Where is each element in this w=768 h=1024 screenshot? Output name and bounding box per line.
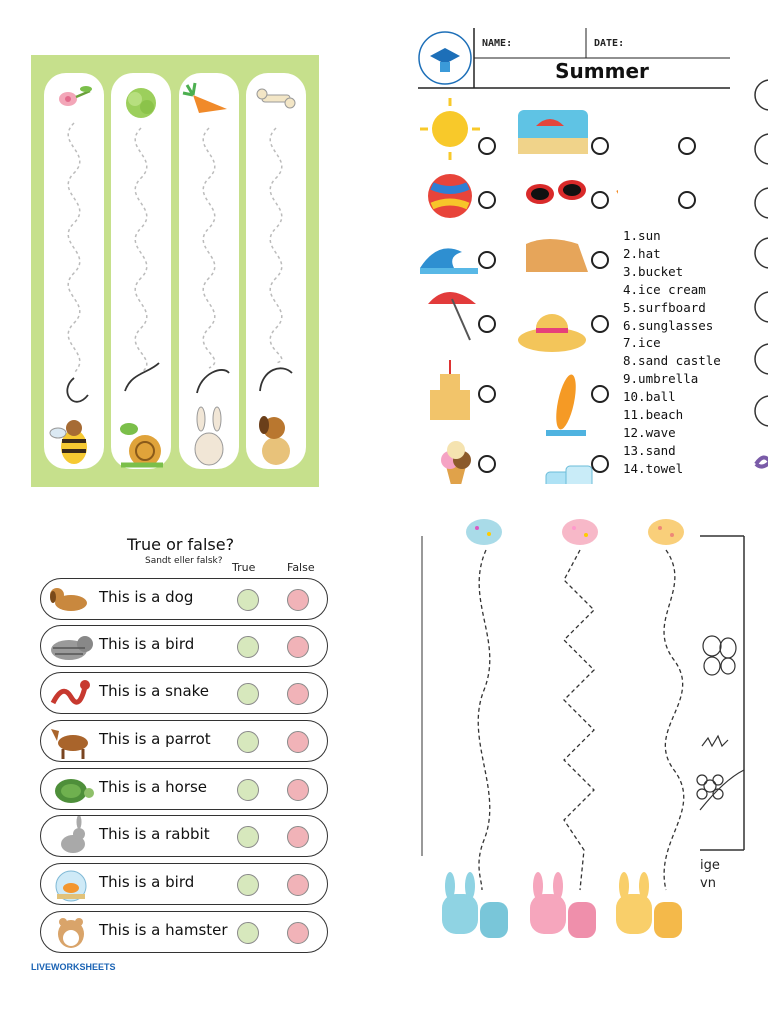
rabbit-icon <box>45 816 97 856</box>
answer-circle-umbrella[interactable] <box>478 315 496 333</box>
false-button[interactable] <box>287 589 309 611</box>
egg-icon <box>648 519 684 545</box>
answer-circle-ball[interactable] <box>478 191 496 209</box>
bee-icon <box>50 420 87 464</box>
horse-icon <box>45 721 97 761</box>
tracing-path-4 <box>270 128 282 363</box>
false-button[interactable] <box>287 779 309 801</box>
worksheet-subtitle: Sandt eller falsk? <box>145 556 223 566</box>
answer-circle-sand[interactable] <box>591 251 609 269</box>
question-text: This is a parrot <box>99 730 211 748</box>
snake-icon <box>45 673 97 713</box>
bunny-icon <box>530 872 596 938</box>
bone-icon <box>257 89 295 108</box>
tracing-path-zigzag <box>564 550 594 890</box>
question-text: This is a dog <box>99 588 194 606</box>
word-item: 4.ice cream <box>623 281 706 297</box>
false-column-header: False <box>287 561 315 574</box>
dog-icon <box>259 416 290 465</box>
true-false-worksheet <box>31 531 338 971</box>
false-button[interactable] <box>287 683 309 705</box>
true-button[interactable] <box>237 636 259 658</box>
true-button[interactable] <box>237 874 259 896</box>
answer-circle-beach[interactable] <box>591 137 609 155</box>
answer-circle-sand-castle[interactable] <box>478 385 496 403</box>
partial-instruction-line-2: vn <box>700 876 716 891</box>
question-row <box>40 720 328 762</box>
wave-icon <box>420 248 478 274</box>
word-item: 10.ball <box>623 389 676 405</box>
liveworksheets-logo: LIVEWORKSHEETS <box>31 962 116 972</box>
bunny-icon <box>442 872 508 938</box>
cabbage-icon <box>126 88 156 118</box>
tracing-worksheet <box>31 55 319 487</box>
bunny-icon <box>616 872 682 938</box>
true-button[interactable] <box>237 922 259 944</box>
question-row <box>40 815 328 857</box>
easter-tracing-worksheet <box>404 510 768 950</box>
grass-icon <box>702 736 728 746</box>
question-text: This is a bird <box>99 873 195 891</box>
question-row <box>40 625 328 667</box>
false-button[interactable] <box>287 731 309 753</box>
tracing-path-wavy <box>478 550 490 890</box>
egg-icon <box>562 519 598 545</box>
summer-worksheet <box>418 28 730 484</box>
false-button[interactable] <box>287 922 309 944</box>
answer-circle-ice[interactable] <box>591 455 609 473</box>
surfboard-icon <box>546 373 586 436</box>
true-button[interactable] <box>237 779 259 801</box>
false-button[interactable] <box>287 636 309 658</box>
fishbowl-icon <box>45 864 97 904</box>
flower-icon <box>697 775 723 799</box>
partial-answer-column <box>750 78 768 438</box>
true-button[interactable] <box>237 826 259 848</box>
answer-circle-ice-cream[interactable] <box>478 455 496 473</box>
word-item: 5.surfboard <box>623 299 706 315</box>
partial-worksheet-frame <box>700 536 744 850</box>
question-text: This is a rabbit <box>99 825 210 843</box>
tracing-column-4 <box>246 73 306 469</box>
answer-circle-surfboard[interactable] <box>591 385 609 403</box>
true-button[interactable] <box>237 731 259 753</box>
word-item: 2.hat <box>623 245 661 261</box>
tracing-path-1 <box>68 123 80 373</box>
date-label: DATE: <box>594 38 625 49</box>
tracing-path-3 <box>203 128 215 368</box>
word-item: 14.towel <box>623 460 684 476</box>
bunny-icon <box>195 407 223 465</box>
question-row <box>40 578 328 620</box>
false-button[interactable] <box>287 826 309 848</box>
worksheet-title: Summer <box>555 59 649 83</box>
true-button[interactable] <box>237 589 259 611</box>
carrot-icon <box>183 83 227 113</box>
question-row <box>40 863 328 905</box>
tracing-column-1 <box>44 73 104 469</box>
word-item: 11.beach <box>623 407 684 423</box>
word-item: 3.bucket <box>623 263 684 279</box>
word-item: 6.sunglasses <box>623 317 714 333</box>
ball-icon <box>428 174 472 218</box>
beach-icon <box>518 110 588 154</box>
answer-circle-towel[interactable] <box>678 191 696 209</box>
tracing-column-2 <box>111 73 171 469</box>
egg-icon <box>466 519 502 545</box>
question-row <box>40 768 328 810</box>
snail-icon <box>120 423 163 467</box>
word-list <box>623 227 721 478</box>
ice-icon <box>546 466 592 484</box>
turtle-icon <box>45 769 97 809</box>
question-text: This is a snake <box>99 682 210 700</box>
false-button[interactable] <box>287 874 309 896</box>
school-logo-icon <box>419 32 471 84</box>
flower-icon <box>59 86 92 106</box>
ice-cream-icon <box>441 441 471 484</box>
hamster-icon <box>45 912 97 952</box>
cat-icon <box>45 626 97 666</box>
question-row <box>40 911 328 953</box>
sunglasses-icon <box>526 180 586 204</box>
answer-circle-sun[interactable] <box>478 137 496 155</box>
answer-circle-hat[interactable] <box>591 315 609 333</box>
question-text: This is a horse <box>99 778 208 796</box>
answer-circle-sunglasses[interactable] <box>591 191 609 209</box>
name-label: NAME: <box>482 38 513 49</box>
sand-castle-icon <box>430 360 470 420</box>
hat-icon <box>518 314 586 352</box>
tracing-path-curvy <box>664 550 684 890</box>
umbrella-icon <box>428 292 476 340</box>
word-item: 12.wave <box>623 424 676 440</box>
sand-icon <box>526 239 588 272</box>
true-button[interactable] <box>237 683 259 705</box>
question-text: This is a hamster <box>99 921 228 939</box>
word-item: 13.sand <box>623 442 676 458</box>
answer-circle-wave[interactable] <box>478 251 496 269</box>
dog-icon <box>45 579 97 619</box>
tracing-column-3 <box>179 73 239 469</box>
butterfly-icon <box>703 636 736 675</box>
word-item: 1.sun <box>623 228 661 243</box>
worksheet-title: True or false? <box>127 535 235 554</box>
question-text: This is a bird <box>99 635 195 653</box>
true-column-header: True <box>232 561 256 574</box>
partial-instruction-line-1: ige <box>700 858 720 873</box>
question-row <box>40 672 328 714</box>
tracing-path-2 <box>135 128 147 373</box>
word-item: 9.umbrella <box>623 371 699 387</box>
sun-icon <box>420 98 480 160</box>
word-item: 7.ice <box>623 335 661 351</box>
answer-circle-bucket[interactable] <box>678 137 696 155</box>
word-item: 8.sand castle <box>623 353 721 369</box>
